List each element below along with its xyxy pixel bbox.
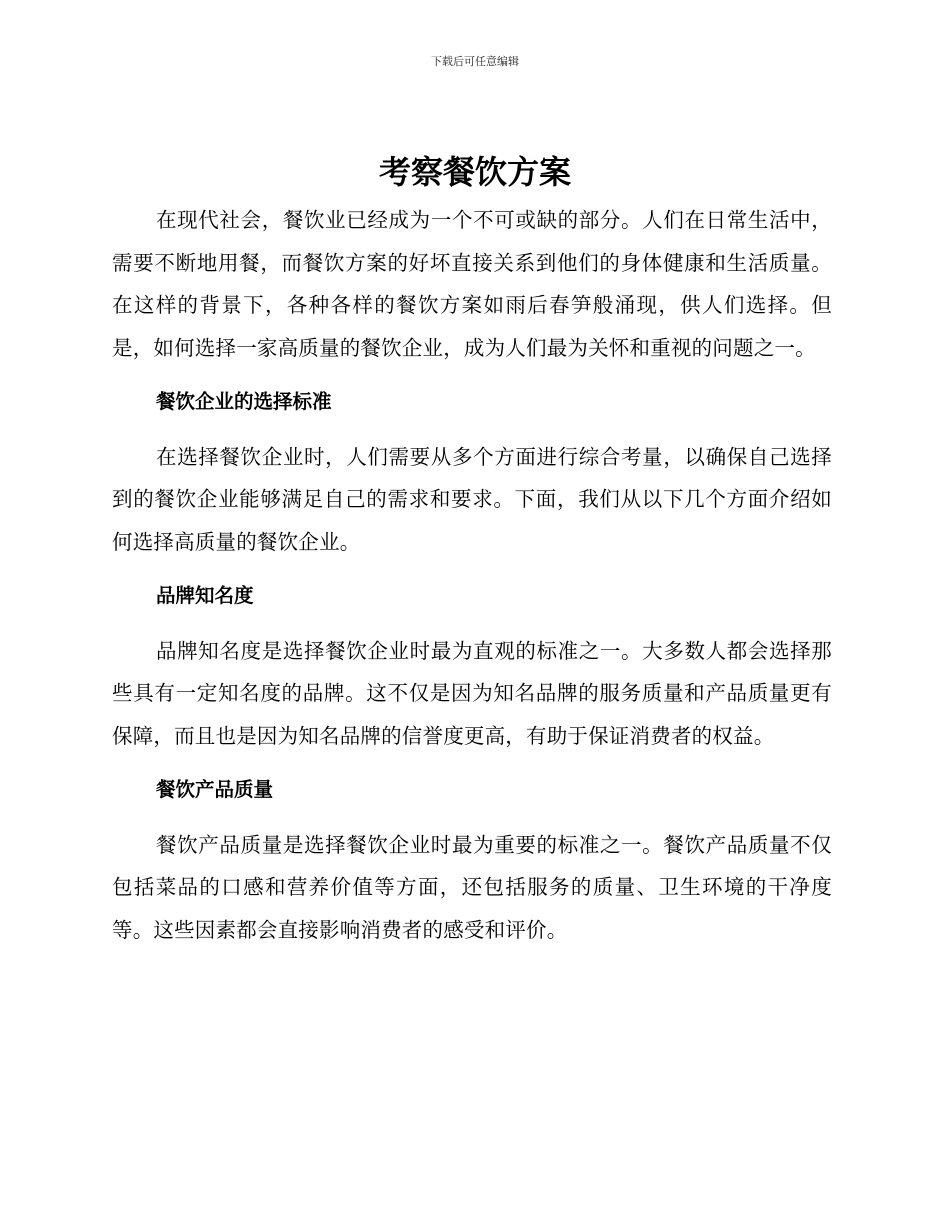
section-paragraph-selection-criteria: 在选择餐饮企业时，人们需要从多个方面进行综合考量，以确保自己选择到的餐饮企业能够满足自己的需求和要求。下面，我们从以下几个方面介绍如何选择高质量的餐饮企业。 xyxy=(112,444,832,554)
spacer xyxy=(112,424,832,436)
document-title: 考察餐饮方案 xyxy=(378,153,571,191)
document-body xyxy=(112,199,832,951)
spacer xyxy=(112,757,832,769)
spacer xyxy=(112,563,832,575)
section-heading-brand-awareness: 品牌知名度 xyxy=(156,584,254,607)
section-paragraph-product-quality: 餐饮产品质量是选择餐饮企业时最为重要的标准之一。餐饮产品质量不仅包括菜品的口感和营养价值等方面，还包括服务的质量、卫生环境的干净度等。这些因素都会直接影响消费者的感受和评价。 xyxy=(112,832,832,942)
section-paragraph-brand-awareness: 品牌知名度是选择餐饮企业时最为直观的标准之一。大多数人都会选择那些具有一定知名度的品牌。这不仅是因为知名品牌的服务质量和产品质量更有保障，而且也是因为知名品牌的信誉度更高，有助于保证消费者的权益。 xyxy=(112,638,832,748)
spacer xyxy=(112,369,832,381)
intro-paragraph: 在现代社会，餐饮业已经成为一个不可或缺的部分。人们在日常生活中，需要不断地用餐，而餐饮方案的好坏直接关系到他们的身体健康和生活质量。在这样的背景下，各种各样的餐饮方案如雨后春笋般涌现，供人们选择。但是，如何选择一家高质量的餐饮企业，成为人们最为关怀和重视的问题之一。 xyxy=(112,208,832,360)
spacer xyxy=(112,812,832,824)
page-header-note: 下载后可任意编辑 xyxy=(431,55,519,68)
spacer xyxy=(112,618,832,630)
section-heading-product-quality: 餐饮产品质量 xyxy=(156,778,274,801)
section-heading-selection-criteria: 餐饮企业的选择标准 xyxy=(156,390,332,413)
